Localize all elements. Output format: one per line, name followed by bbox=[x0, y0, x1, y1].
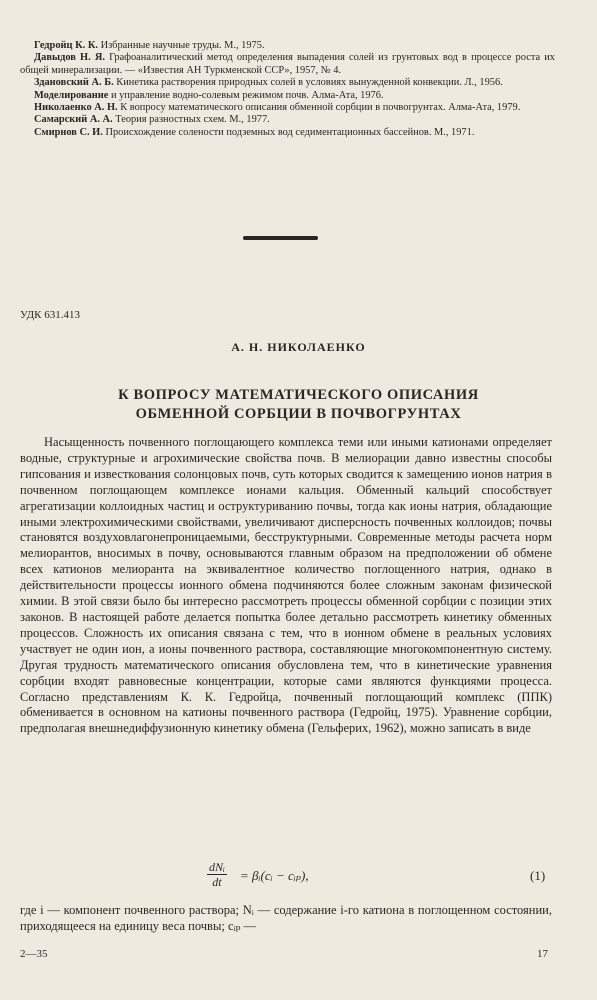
article-author: А. Н. НИКОЛАЕНКО bbox=[231, 340, 366, 354]
equation-number: (1) bbox=[530, 868, 546, 883]
equation-fraction bbox=[207, 860, 227, 889]
section-divider bbox=[243, 236, 318, 240]
reference-text: К вопросу математического описания обменной сорбции в почвогрунтах. Алма-Ата, 1979. bbox=[117, 102, 521, 114]
reference-author: Моделирование bbox=[34, 89, 109, 101]
reference-text: Кинетика растворения природных солей в условиях вынужденной конвекции. Л., 1956. bbox=[113, 77, 503, 89]
reference-item bbox=[20, 127, 555, 139]
reference-text: Графоаналитический метод определения выпадения солей из грунтовых вод в процессе роста их общей минерализации. — «Известия АН Туркменской ССР», 1957, № 4. bbox=[20, 52, 555, 76]
reference-author: Смирнов С. И. bbox=[34, 126, 103, 138]
body-paragraph: Насыщенность почвенного поглощающего комплекса теми или иными катионами определяет водные, структурные и агрохимические свойства почв. В мелиорации давно известны способы гипсования и известкования солонцовых почв, суть которых сводится к замещению ионов натрия в почвенном поглощающем комплексе ионами кальция. Обменный кальций способствует агрегатизации коллоидных частиц и оструктуриванию почвы, тогда как ионы натрия, обладающие иными электрохимическими свойствами, увеличивают дисперсность почвенных коллоидов; почвы становятся воздуховлагонепроницаемыми, бесструктурными. Современные методы расчета норм мелиорантов, вносимых в почву, основываются главным образом на предположении об обмене всех катионов мелиоранта на эквивалентное количество поглощенного натрия, однако в действительности процессы ионного обмена подчиняются более сложным законам физической химии. В этой связи было бы интересно рассмотреть процессы обменной сорбции с позиции этих законов. В настоящей работе делается попытка более детально рассмотреть кинетику обменных процессов. Сложность их описания связана с тем, что в ионном обмене в реальных условиях участвует не один ион, а ионы почвенного раствора, составляющие многокомпонентную систему. Другая трудность математического описания обусловлена тем, что в кинетические уравнения сорбции входят равновесные концентрации, которые сами являются функциями процесса. Согласно представлениям К. К. Гедройца, почвенный поглощающий комплекс (ППК) обменивается в основном на катионы почвенного раствора (Гедройц, 1975). Уравнение сорбции, предполагая внешнедиффузионную кинетику обмена (Гельферих, 1962), можно записать в виде bbox=[20, 435, 552, 736]
reference-item bbox=[20, 102, 555, 114]
reference-item bbox=[20, 77, 555, 89]
reference-author: Николаенко А. Н. bbox=[34, 102, 118, 114]
equation bbox=[0, 860, 597, 896]
reference-author: Самарский А. А. bbox=[34, 114, 113, 126]
reference-author: Гедройц К. К. bbox=[34, 40, 98, 51]
reference-text: Избранные научные труды. М., 1975. bbox=[97, 40, 265, 51]
reference-author: Давыдов Н. Я. bbox=[34, 52, 105, 64]
article-title bbox=[0, 386, 597, 424]
equation-rhs: = βᵢ(cᵢ − cᵢₚ), bbox=[240, 868, 309, 883]
signature-mark: 2—35 bbox=[20, 948, 48, 960]
article-body-continued bbox=[20, 903, 552, 935]
body-paragraph: где i — компонент почвенного раствора; Nᵢ — содержание i-го катиона в поглощенном состоянии, приходящееся на единицу веса почвы; cᵢₚ — bbox=[20, 903, 552, 933]
title-line: К ВОПРОСУ МАТЕМАТИЧЕСКОГО ОПИСАНИЯ bbox=[118, 387, 479, 403]
reference-item bbox=[20, 114, 555, 126]
reference-list bbox=[20, 40, 555, 139]
reference-text: Происхождение солености подземных вод седиментационных бассейнов. М., 1971. bbox=[102, 126, 475, 138]
title-line: ОБМЕННОЙ СОРБЦИИ В ПОЧВОГРУНТАХ bbox=[135, 406, 462, 422]
fraction-denominator: dt bbox=[212, 875, 222, 889]
reference-item bbox=[20, 40, 555, 52]
reference-text: и управление водно-солевым режимом почв. Алма-Ата, 1976. bbox=[108, 89, 384, 101]
fraction-numerator: dNᵢ bbox=[209, 860, 225, 874]
reference-author: Здановский А. Б. bbox=[34, 77, 114, 89]
page-number: 17 bbox=[537, 948, 548, 960]
article-body bbox=[20, 435, 552, 737]
udc-code: УДК 631.413 bbox=[20, 309, 81, 321]
reference-item bbox=[20, 52, 555, 77]
reference-item bbox=[20, 90, 555, 102]
reference-text: Теория разностных схем. М., 1977. bbox=[112, 114, 270, 126]
